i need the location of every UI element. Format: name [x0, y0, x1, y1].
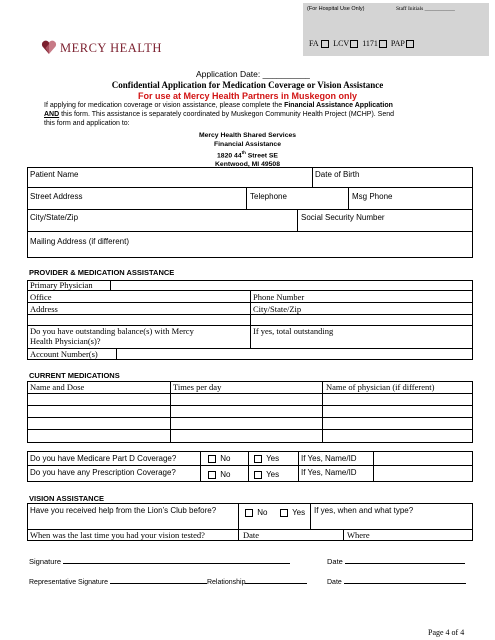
mailing-address-block: [0, 132, 495, 170]
form-subtitle: For use at Mercy Health Partners in Muskegon only: [137, 91, 358, 101]
phone-number-field[interactable]: Phone Number: [253, 292, 305, 302]
application-date: Application Date: __________: [196, 69, 310, 79]
lcv-checkbox[interactable]: [350, 40, 358, 48]
city-state-zip-field[interactable]: City/State/Zip: [30, 213, 79, 222]
mercy-health-logo: [41, 39, 181, 59]
hospital-use-label: (For Hospital Use Only): [307, 6, 365, 12]
account-numbers-field[interactable]: Account Number(s): [30, 349, 98, 359]
outstanding-balance-question: Do you have outstanding balance(s) with Mercy Health Physician(s)?: [30, 326, 194, 346]
fa-checkbox[interactable]: [321, 40, 329, 48]
lions-yes-option[interactable]: Yes: [279, 508, 305, 517]
medicare-no-checkbox: [208, 455, 216, 463]
mercy-heart-logo-icon: [41, 39, 57, 55]
staff-initials-label: Staff Initials ___________: [396, 6, 455, 12]
medicare-part-d-question: Do you have Medicare Part D Coverage?: [30, 454, 177, 463]
prescription-coverage-question: Do you have any Prescription Coverage?: [30, 468, 176, 477]
lions-when-type-field[interactable]: If yes, when and what type?: [314, 506, 414, 515]
med-col-physician: Name of physician (if different): [326, 382, 435, 392]
vision-test-where-field[interactable]: Where: [347, 530, 370, 540]
medicare-yes-option[interactable]: Yes: [253, 454, 279, 463]
street-address-field[interactable]: Street Address: [30, 192, 83, 201]
medications-heading: CURRENT MEDICATIONS: [29, 371, 120, 380]
medicare-name-id-field[interactable]: If Yes, Name/ID: [301, 454, 357, 463]
pap-checkbox[interactable]: [406, 40, 414, 48]
intro-line-2: AND this form. This assistance is separately coordinated by Muskegon Community Health Project (MCHP). Send: [44, 111, 395, 118]
med-col-times-per-day: Times per day: [173, 382, 222, 392]
intro-line-3: this form and application to:: [44, 120, 130, 127]
prescription-name-id-field[interactable]: If Yes, Name/ID: [301, 468, 357, 477]
prescription-yes-checkbox: [254, 471, 262, 479]
provider-city-field[interactable]: City/State/Zip: [253, 304, 302, 314]
brand-name: MERCY HEALTH: [60, 41, 162, 55]
medicare-yes-checkbox: [254, 455, 262, 463]
provider-address-field[interactable]: Address: [30, 304, 58, 314]
date-of-birth-field[interactable]: Date of Birth: [315, 170, 360, 179]
total-outstanding-field[interactable]: If yes, total outstanding: [253, 326, 334, 336]
prescription-yes-option[interactable]: Yes: [253, 470, 279, 479]
med-col-name-dose: Name and Dose: [30, 382, 85, 392]
form-title: Confidential Application for Medication Coverage or Vision Assistance: [111, 80, 384, 90]
representative-date-line[interactable]: Date: [327, 576, 466, 586]
telephone-field[interactable]: Telephone: [250, 192, 287, 201]
primary-physician-field[interactable]: Primary Physician: [30, 280, 93, 290]
page-number: Page 4 of 4: [428, 628, 465, 637]
lions-club-question: Have you received help from the Lion’s Club before?: [30, 506, 217, 515]
mailing-address-field[interactable]: Mailing Address (if different): [30, 237, 130, 246]
vision-heading: VISION ASSISTANCE: [29, 494, 105, 503]
vision-test-date-field[interactable]: Date: [243, 530, 260, 540]
1171-checkbox[interactable]: [379, 40, 387, 48]
representative-signature-line[interactable]: Representative Signature Relationship: [29, 576, 307, 586]
prescription-no-option[interactable]: No: [207, 470, 230, 479]
lions-yes-checkbox: [280, 509, 288, 517]
provider-heading: PROVIDER & MEDICATION ASSISTANCE: [29, 268, 175, 277]
signature-date-line[interactable]: Date: [327, 556, 465, 566]
prescription-no-checkbox: [208, 471, 216, 479]
address-line-3: 1820 44th Street SE: [217, 150, 278, 160]
address-line-1: Mercy Health Shared Services: [198, 132, 297, 139]
office-field[interactable]: Office: [30, 292, 52, 302]
last-vision-test-question: When was the last time you had your vision tested?: [30, 530, 205, 540]
ssn-field[interactable]: Social Security Number: [301, 213, 385, 222]
signature-line[interactable]: Signature: [29, 556, 290, 566]
msg-phone-field[interactable]: Msg Phone: [352, 192, 393, 201]
hospital-codes: FA LCV 1171 PAP: [309, 39, 416, 48]
lions-no-checkbox: [245, 509, 253, 517]
address-line-2: Financial Assistance: [214, 140, 281, 148]
medicare-no-option[interactable]: No: [207, 454, 230, 463]
intro-line-1: If applying for medication coverage or vision assistance, please complete the Financial Assistance Application: [44, 102, 393, 109]
hospital-use-box: [303, 3, 489, 56]
address-line-4: Kentwood, MI 49508: [215, 161, 280, 169]
patient-name-field[interactable]: Patient Name: [30, 170, 79, 179]
lions-no-option[interactable]: No: [244, 508, 267, 517]
